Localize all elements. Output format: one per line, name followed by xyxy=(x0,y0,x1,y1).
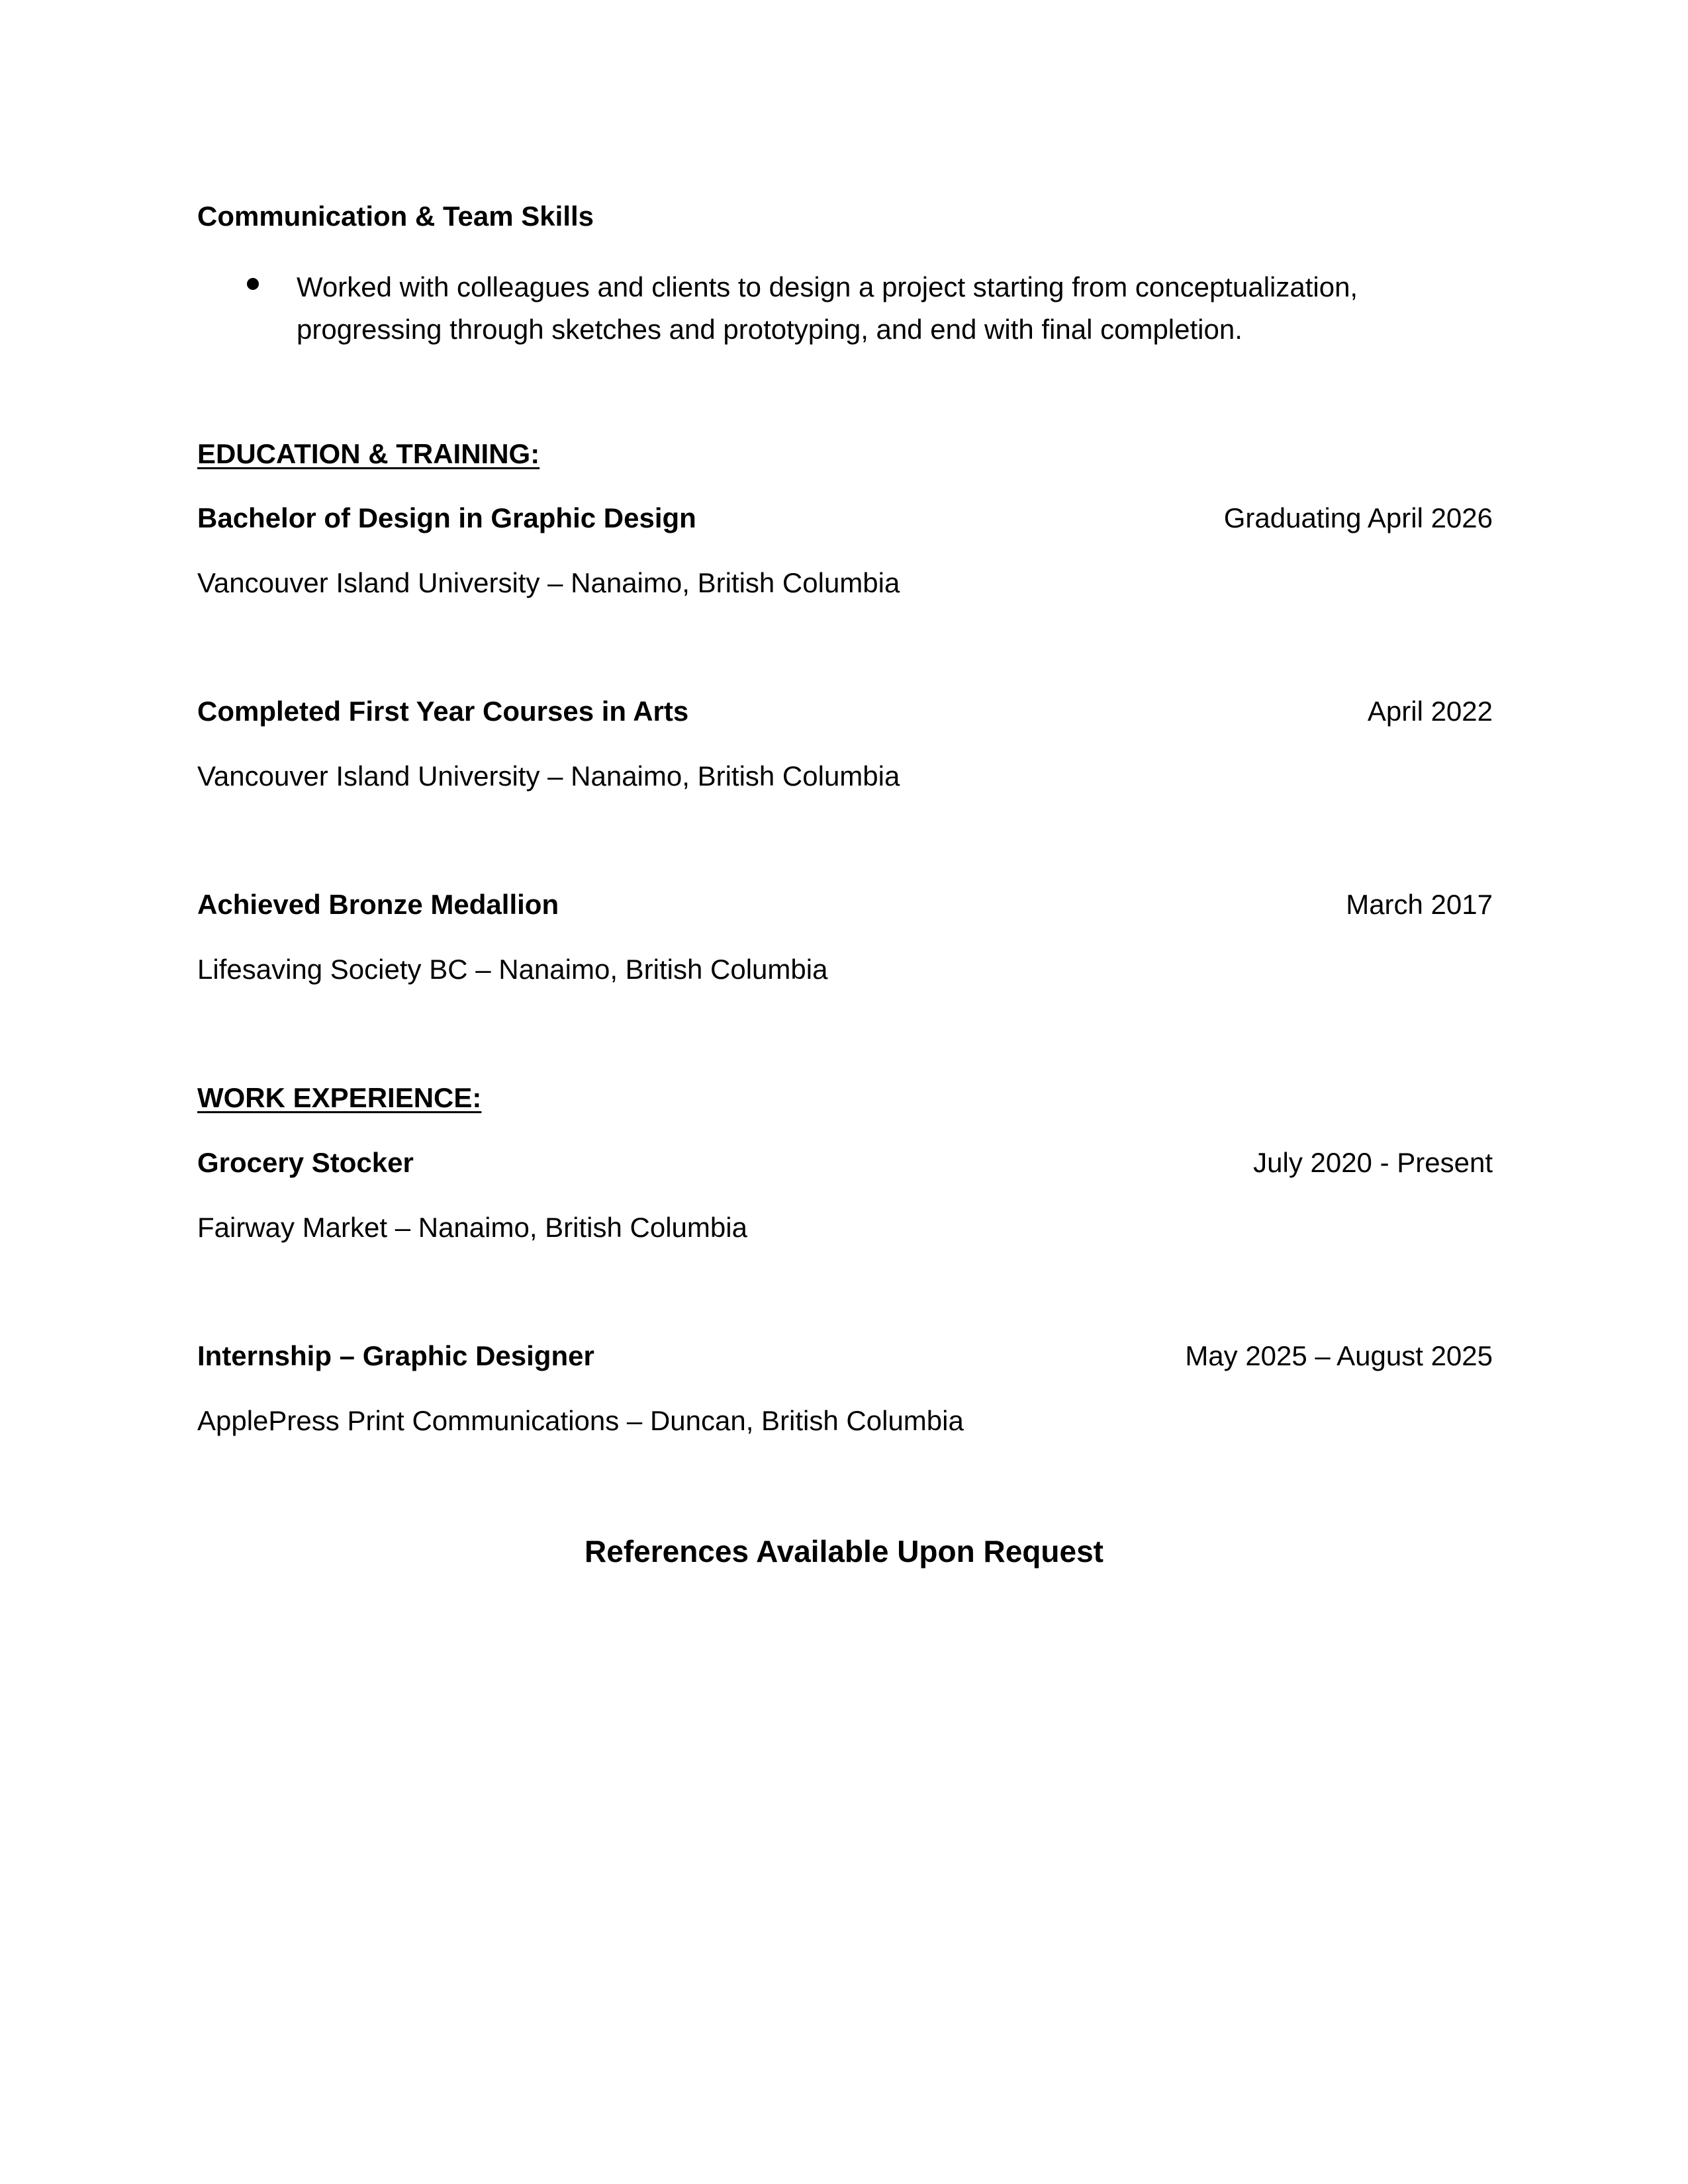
work-entry-2-employer: ApplePress Print Communications – Duncan, British Columbia xyxy=(197,1405,964,1436)
education-entry-1-date: Graduating April 2026 xyxy=(1223,502,1493,533)
bullet-icon xyxy=(247,278,259,290)
education-entry-2-date: April 2022 xyxy=(1367,696,1493,727)
education-entry-3-date: March 2017 xyxy=(1346,889,1493,920)
work-heading: WORK EXPERIENCE: xyxy=(197,1082,482,1113)
education-entry-2-title: Completed First Year Courses in Arts xyxy=(197,696,689,727)
work-entry-2-date: May 2025 – August 2025 xyxy=(1185,1340,1493,1371)
skills-bullet xyxy=(297,266,1488,351)
work-entry-1-title: Grocery Stocker xyxy=(197,1147,414,1178)
work-entry-1-employer: Fairway Market – Nanaimo, British Columbia xyxy=(197,1212,747,1243)
education-heading: EDUCATION & TRAINING: xyxy=(197,438,540,469)
skills-bullet-line-2: progressing through sketches and prototyping, and end with final completion. xyxy=(297,314,1243,345)
education-entry-1-title: Bachelor of Design in Graphic Design xyxy=(197,502,696,533)
education-entry-1-institution: Vancouver Island University – Nanaimo, British Columbia xyxy=(197,567,900,598)
work-entry-2-title: Internship – Graphic Designer xyxy=(197,1340,594,1371)
work-entry-1-date: July 2020 - Present xyxy=(1253,1147,1493,1178)
education-entry-2-institution: Vancouver Island University – Nanaimo, British Columbia xyxy=(197,760,900,792)
skills-bullet-line-1: Worked with colleagues and clients to design a project starting from conceptualization, xyxy=(297,271,1358,302)
skills-heading: Communication & Team Skills xyxy=(197,201,594,232)
education-entry-3-institution: Lifesaving Society BC – Nanaimo, British Columbia xyxy=(197,954,828,985)
education-entry-3-title: Achieved Bronze Medallion xyxy=(197,889,559,920)
references-note: References Available Upon Request xyxy=(585,1534,1103,1569)
